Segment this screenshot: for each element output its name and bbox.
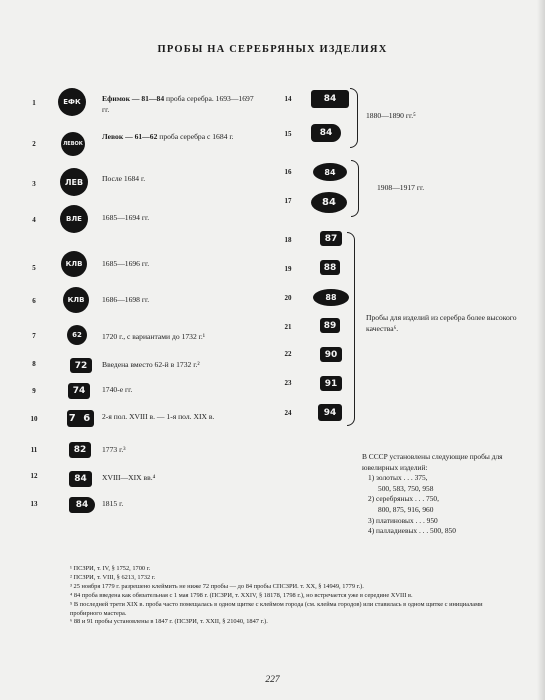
item-description: После 1684 г. <box>102 174 146 183</box>
item-number: 17 <box>284 197 292 205</box>
item-description: 2-я пол. XVIII в. — 1-я пол. XIX в. <box>102 412 215 421</box>
ussr-item-platinum: 3) платиновых . . . 950 <box>368 515 438 525</box>
item-number: 24 <box>284 409 292 417</box>
item-description: Введена вместо 62-й в 1732 г.² <box>102 360 200 369</box>
hallmark-stamp: 84 <box>313 163 347 181</box>
item-desc-text: проба серебра с 1684 г. <box>157 132 234 141</box>
hallmark-stamp: 84 <box>69 471 92 487</box>
item-description: 1685—1694 гг. <box>102 213 150 222</box>
item-number: 20 <box>284 294 292 302</box>
ussr-intro: В СССР установлены следующие пробы для ювелирных изделий: <box>362 452 503 472</box>
item-number: 15 <box>284 130 292 138</box>
hallmark-stamp: 88 <box>313 289 349 306</box>
item-description: XVIII—XIX вв.⁴ <box>102 473 156 482</box>
item-desc-bold: Ефимок — 81—84 <box>102 94 165 103</box>
item-description: 1815 г. <box>102 499 124 508</box>
page-title: ПРОБЫ НА СЕРЕБРЯНЫХ ИЗДЕЛИЯХ <box>157 44 388 55</box>
item-number: 16 <box>284 168 292 176</box>
hallmark-stamp: 88 <box>320 260 340 275</box>
group-brace <box>351 160 359 217</box>
footnote: ⁵ В последней трети XIX в. проба часто помещалась в одном щитке с клеймом города (см. клейма городов) или ставилась в одном щитке с инициалами пробирного мастера. <box>70 600 483 617</box>
hallmark-stamp: ЛЕВОК <box>61 132 85 156</box>
item-number: 3 <box>32 180 36 188</box>
item-desc-bold: Левок — 61—62 <box>102 132 158 141</box>
item-desc-text: проба серебра. 1693—1697 гг. <box>102 94 254 114</box>
item-number: 22 <box>284 350 292 358</box>
hallmark-stamp: 74 <box>68 383 90 399</box>
item-number: 19 <box>284 265 292 273</box>
footnote: ⁴ 84 проба введена как обязательная с 1 мая 1798 г. (ПСЗРИ, т. XXIV, § 18178, 1798 г.), но встречается уже в середине XVIII в. <box>70 591 413 599</box>
item-number: 6 <box>32 297 36 305</box>
item-number: 14 <box>284 95 292 103</box>
item-number: 23 <box>284 379 292 387</box>
page-edge-shadow <box>537 0 545 700</box>
item-number: 21 <box>284 323 292 331</box>
item-number: 12 <box>30 472 38 480</box>
item-description: 1720 г., с вариантами до 1732 г.¹ <box>102 332 206 341</box>
hallmark-stamp: 89 <box>320 318 340 333</box>
hallmark-stamp: КЛВ <box>61 251 87 277</box>
item-description: 1685—1696 гг. <box>102 259 150 268</box>
ussr-item-silver: 2) серебряных . . . 750, <box>368 494 439 504</box>
hallmark-stamp: КЛВ <box>63 287 89 313</box>
hallmark-stamp: ЕФК <box>58 88 86 116</box>
ussr-item-gold-values: 500, 583, 750, 958 <box>378 483 434 493</box>
footnote: ¹ ПСЗРИ, т. IV, § 1752, 1700 г. <box>70 565 151 572</box>
item-number: 18 <box>284 236 292 244</box>
hallmark-stamp: 84 <box>311 192 347 213</box>
item-description: 1773 г.³ <box>102 445 126 454</box>
hallmark-stamp: 82 <box>69 442 91 458</box>
group-brace <box>350 88 358 148</box>
hallmark-stamp: 90 <box>320 347 342 362</box>
hallmark-stamp: 84 <box>69 497 95 513</box>
hallmark-stamp: 7 6 <box>67 410 94 427</box>
hallmark-stamp: ЛЕВ <box>60 168 88 196</box>
footnote: ⁶ 88 и 91 пробы установлены в 1847 г. (ПСЗРИ, т. XXII, § 21040, 1847 г.). <box>70 618 268 626</box>
hallmark-stamp: 94 <box>318 404 342 421</box>
item-description <box>102 94 262 115</box>
hallmark-stamp: 72 <box>70 358 92 373</box>
item-number: 11 <box>30 446 38 454</box>
item-number: 4 <box>32 216 36 224</box>
footnote: ³ 25 ноября 1779 г. разрешено клеймить не ниже 72 пробы — до 84 пробы СПСЗРИ. т. XX, § 14949, 1779 г.). <box>70 582 364 590</box>
hallmark-stamp: ВЛЕ <box>60 205 88 233</box>
item-number: 2 <box>32 140 36 148</box>
item-number: 13 <box>30 500 38 508</box>
item-number: 1 <box>32 99 36 107</box>
item-number: 5 <box>32 264 36 272</box>
item-number: 8 <box>32 360 36 368</box>
ussr-item-palladium: 4) палладиевых . . . 500, 850 <box>368 526 456 536</box>
page-number: 227 <box>265 675 280 685</box>
ussr-item-gold: 1) золотых . . . 375, <box>368 473 428 483</box>
item-description <box>102 132 270 143</box>
item-description: 1740-е гг. <box>102 385 133 394</box>
ussr-standards-note <box>362 452 512 537</box>
hallmark-stamp: 84 <box>311 124 341 142</box>
hallmark-stamp: 62 <box>67 325 87 345</box>
group-label: 1908—1917 гг. <box>377 183 425 192</box>
group-brace <box>347 232 355 426</box>
item-number: 10 <box>30 415 38 423</box>
ussr-item-silver-values: 800, 875, 916, 960 <box>378 504 434 514</box>
group-label: Пробы для изделий из серебра более высокого качества⁶. <box>366 313 517 333</box>
item-number: 9 <box>32 387 36 395</box>
item-number: 7 <box>32 332 36 340</box>
footnotes <box>70 565 510 627</box>
group-label: 1880—1890 гг.⁵ <box>366 111 416 120</box>
hallmark-stamp: 91 <box>320 376 342 391</box>
item-description: 1686—1698 гг. <box>102 295 150 304</box>
hallmark-stamp: 87 <box>320 231 342 246</box>
footnote: ² ПСЗРИ, т. VIII, § 6213, 1732 г. <box>70 573 156 581</box>
hallmark-stamp: 84 <box>311 90 349 108</box>
